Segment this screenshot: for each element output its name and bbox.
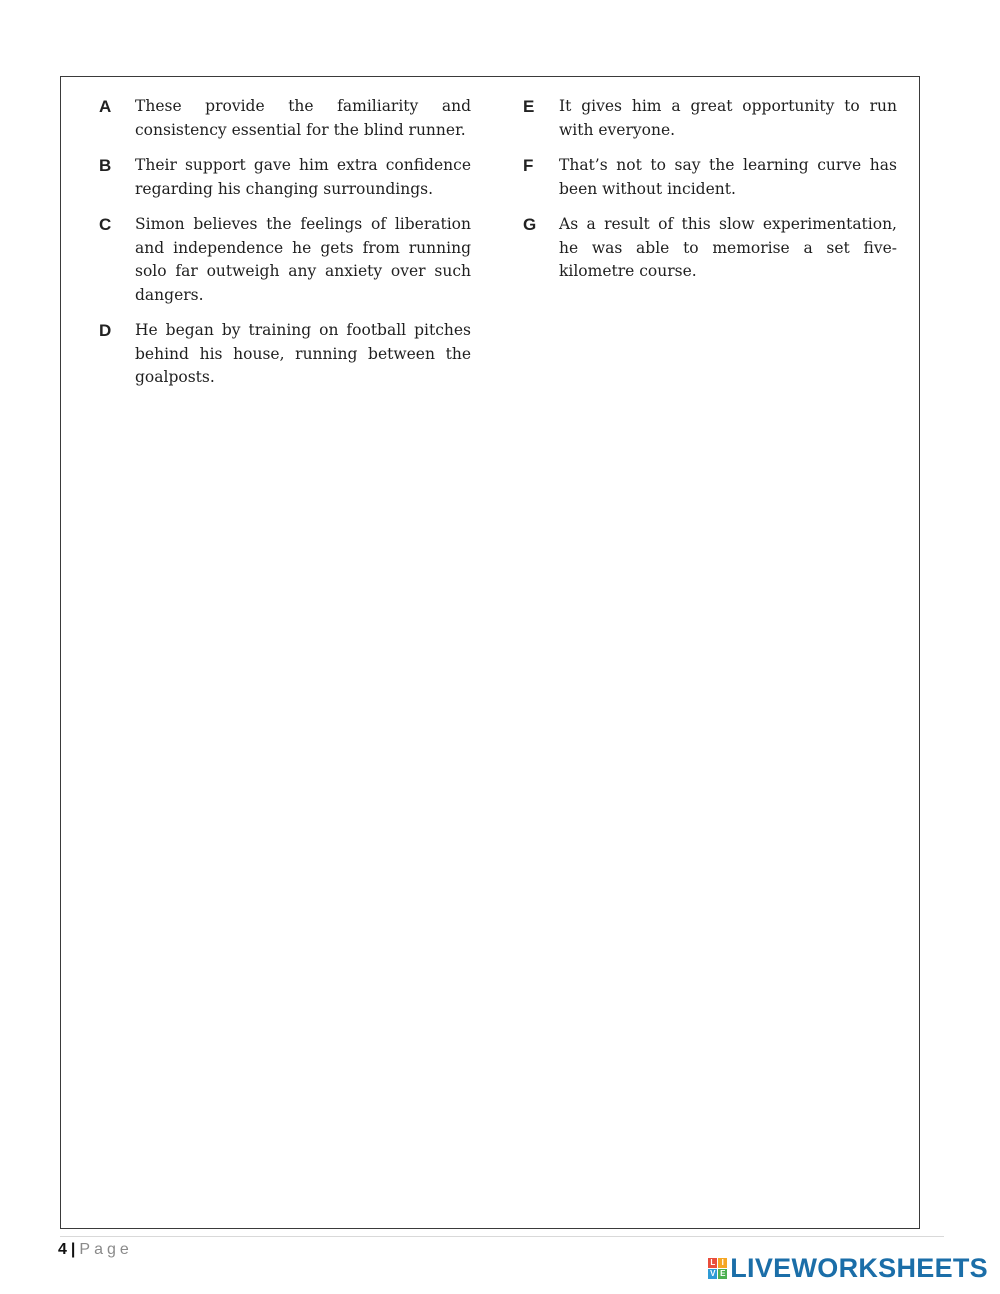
option-a: [99, 95, 471, 142]
option-c: [99, 213, 471, 307]
option-text: These provide the familiarity and consistency essential for the blind runner.: [135, 97, 471, 139]
option-f: [523, 154, 897, 201]
answer-options-box: [60, 76, 920, 1229]
option-g: [523, 213, 897, 284]
brand-name: LIVEWORKSHEETS: [730, 1253, 988, 1283]
option-letter: F: [523, 156, 534, 175]
page-separator: |: [70, 1241, 76, 1258]
logo-letter: E: [720, 1268, 726, 1278]
logo-letter: I: [718, 1258, 727, 1268]
option-b: [99, 154, 471, 201]
option-letter: C: [99, 215, 112, 234]
option-e: [523, 95, 897, 142]
liveworksheets-logo[interactable]: [708, 1253, 988, 1283]
option-text: That’s not to say the learning curve has been without incident.: [559, 156, 897, 198]
option-d: [99, 319, 471, 390]
logo-squares-icon: [708, 1258, 727, 1279]
options-left-column: [99, 95, 471, 402]
option-text: He began by training on football pitches behind his house, running between the goalposts.: [135, 321, 471, 386]
option-text: Their support gave him extra confidence regarding his changing surroundings.: [135, 156, 471, 198]
option-letter: A: [99, 97, 112, 116]
option-letter: B: [99, 156, 112, 175]
page-footer: [58, 1240, 133, 1260]
option-letter: D: [99, 321, 112, 340]
logo-letter: V: [710, 1268, 716, 1278]
option-text: It gives him a great opportunity to run with everyone.: [559, 97, 897, 139]
page-number: 4: [58, 1241, 67, 1258]
logo-letter: L: [708, 1258, 717, 1268]
option-text: Simon believes the feelings of liberation and independence he gets from running solo far outweigh any anxiety over such dangers.: [135, 215, 471, 304]
options-right-column: [523, 95, 897, 296]
option-text: As a result of this slow experimentation, he was able to memorise a set five-kilometre course.: [559, 215, 897, 280]
page-label: Page: [79, 1241, 133, 1258]
footer-divider: [60, 1236, 944, 1237]
option-letter: G: [523, 215, 537, 234]
option-letter: E: [523, 97, 535, 116]
